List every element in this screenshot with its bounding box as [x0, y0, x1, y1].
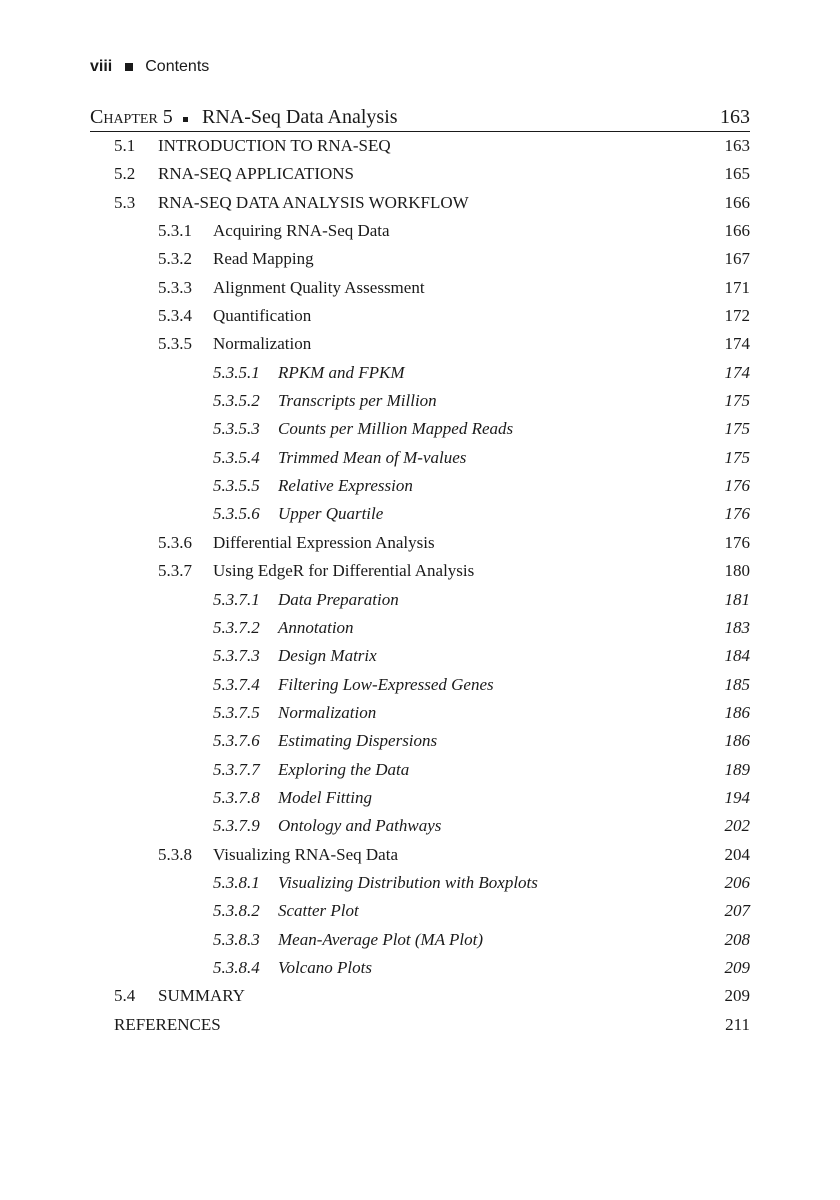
toc-entry-title: Annotation — [278, 617, 354, 637]
toc-entry-title: Quantification — [213, 306, 312, 326]
toc-entry-title: Counts per Million Mapped Reads — [278, 419, 514, 439]
toc-entry-number: 5.2 — [114, 164, 136, 184]
chapter-heading[interactable] — [90, 104, 750, 132]
toc-entry-number: 5.3.7.7 — [213, 759, 260, 779]
toc-entry[interactable] — [0, 841, 840, 869]
toc-entry-title: Ontology and Pathways — [278, 816, 442, 836]
toc-entry-title: Estimating Dispersions — [278, 731, 438, 751]
running-head — [90, 56, 209, 78]
toc-entry-title: Filtering Low-Expressed Genes — [278, 674, 494, 694]
toc-entry-title: Using EdgeR for Differential Analysis — [213, 561, 475, 581]
toc-entry-number: 5.3.6 — [158, 532, 192, 552]
toc-entry-page: 167 — [724, 249, 750, 269]
toc-entry-title: Mean-Average Plot (MA Plot) — [278, 929, 484, 949]
toc-entry-title: Trimmed Mean of M-values — [278, 447, 467, 467]
toc-entry-page: 181 — [724, 589, 750, 609]
toc-entry-page: 165 — [724, 164, 750, 184]
toc-entry-title: Model Fitting — [278, 787, 372, 807]
toc-entry[interactable] — [0, 586, 840, 614]
toc-entry-page: 176 — [724, 504, 750, 524]
toc-entry-page: 174 — [724, 362, 750, 382]
page-folio: viii — [90, 58, 113, 75]
toc-entry-number: 5.3.7.5 — [213, 702, 260, 722]
toc-entry[interactable] — [0, 302, 840, 330]
toc-entry-title: Transcripts per Million — [278, 391, 437, 411]
toc-entry-page: 176 — [724, 532, 750, 552]
toc-entry-number: 5.3.3 — [158, 277, 192, 297]
toc-entry[interactable] — [0, 671, 840, 699]
toc-entry[interactable] — [0, 217, 840, 245]
toc-entry-number: 5.3 — [114, 192, 136, 212]
toc-entry[interactable] — [0, 189, 840, 217]
toc-entry[interactable] — [0, 500, 840, 528]
toc-entry-page: 186 — [724, 702, 750, 722]
toc-entry-number: 5.3.5.4 — [213, 447, 260, 467]
toc-entry-number: 5.3.7.9 — [213, 816, 260, 836]
toc-entry-page: 180 — [724, 561, 750, 581]
toc-entry-page: 209 — [724, 986, 750, 1006]
toc-entry-number: 5.3.7.3 — [213, 646, 260, 666]
toc-entry-number: 5.3.8 — [158, 844, 192, 864]
toc-entry[interactable] — [0, 557, 840, 585]
toc-entry[interactable] — [0, 359, 840, 387]
toc-entry-number: 5.3.7 — [158, 561, 192, 581]
toc-entry-number: 5.3.4 — [158, 306, 192, 326]
toc-entry-page: 166 — [724, 221, 750, 241]
toc-entry-number: 5.3.8.4 — [213, 957, 260, 977]
toc-entry[interactable] — [0, 415, 840, 443]
toc-entry-page: 184 — [724, 646, 750, 666]
toc-entry-number: 5.3.7.2 — [213, 617, 260, 637]
toc-entry-number: 5.3.8.2 — [213, 901, 260, 921]
toc-entry[interactable] — [0, 529, 840, 557]
toc-entry-page: 186 — [724, 731, 750, 751]
toc-entry-page: 185 — [724, 674, 750, 694]
toc-entry-number: 5.3.5 — [158, 334, 192, 354]
toc-entry-number: 5.3.7.1 — [213, 589, 260, 609]
toc-entry[interactable] — [0, 699, 840, 727]
toc-entry-number: 5.3.8.1 — [213, 872, 260, 892]
toc-entry-page: 189 — [724, 759, 750, 779]
toc-entry-number: 5.3.5.2 — [213, 391, 260, 411]
toc-entry-number: 5.3.7.6 — [213, 731, 260, 751]
toc-entry[interactable] — [0, 614, 840, 642]
chapter-label: Chapter 5 — [90, 106, 173, 128]
toc-entry-number: 5.3.5.3 — [213, 419, 260, 439]
toc-entry-number: 5.3.1 — [158, 221, 192, 241]
toc-entry-number: 5.3.2 — [158, 249, 192, 269]
toc-entry[interactable] — [0, 812, 840, 840]
chapter-title: RNA-Seq Data Analysis — [202, 106, 398, 128]
toc-entry-title: Scatter Plot — [278, 901, 359, 921]
chapter-page-number: 163 — [720, 106, 750, 128]
toc-entry-page: 171 — [724, 277, 750, 297]
toc-list — [0, 132, 840, 1039]
toc-entry-title: Design Matrix — [278, 646, 377, 666]
toc-entry-page: 204 — [724, 844, 750, 864]
toc-entry-page: 194 — [724, 787, 750, 807]
toc-entry[interactable] — [0, 642, 840, 670]
toc-entry-title: Acquiring RNA-Seq Data — [213, 221, 390, 241]
toc-entry[interactable] — [0, 245, 840, 273]
toc-entry[interactable] — [0, 954, 840, 982]
toc-entry-number: 5.3.7.8 — [213, 787, 260, 807]
toc-entry-number: 5.1 — [114, 136, 136, 155]
toc-entry-title: Visualizing RNA-Seq Data — [213, 844, 398, 864]
toc-entry[interactable] — [0, 160, 840, 188]
toc-entry-title: REFERENCES — [114, 1014, 221, 1034]
toc-entry-title: Normalization — [278, 702, 377, 722]
toc-entry[interactable] — [0, 756, 840, 784]
toc-entry-title: Read Mapping — [213, 249, 314, 269]
toc-entry-title: Volcano Plots — [278, 957, 372, 977]
toc-entry[interactable] — [0, 869, 840, 897]
toc-entry-title: RPKM and FPKM — [278, 362, 405, 382]
toc-entry-page: 175 — [724, 391, 750, 411]
toc-entry-title: Upper Quartile — [278, 504, 384, 524]
toc-entry-title: Alignment Quality Assessment — [213, 277, 425, 297]
toc-entry-number: 5.3.8.3 — [213, 929, 260, 949]
toc-entry-page: 175 — [724, 447, 750, 467]
toc-entry[interactable] — [0, 387, 840, 415]
toc-entry-page: 176 — [724, 476, 750, 496]
toc-entry-title: Differential Expression Analysis — [213, 532, 435, 552]
toc-entry-title: SUMMARY — [158, 986, 245, 1006]
toc-entry[interactable] — [0, 472, 840, 500]
square-bullet-icon — [183, 117, 188, 122]
toc-entry-page: 183 — [724, 617, 750, 637]
toc-entry[interactable] — [0, 727, 840, 755]
toc-entry[interactable] — [0, 982, 840, 1010]
toc-entry-number: 5.3.5.1 — [213, 362, 260, 382]
square-bullet-icon — [125, 63, 133, 71]
toc-entry-number: 5.3.5.5 — [213, 476, 260, 496]
toc-entry-title: Normalization — [213, 334, 312, 354]
toc-entry-title: RNA-SEQ APPLICATIONS — [158, 164, 354, 184]
toc-entry-title: RNA-SEQ DATA ANALYSIS WORKFLOW — [158, 192, 469, 212]
toc-entry[interactable] — [0, 897, 840, 925]
toc-entry-page: 208 — [724, 929, 750, 949]
toc-entry-page: 163 — [724, 136, 750, 155]
toc-entry[interactable] — [0, 784, 840, 812]
toc-entry-number: 5.3.7.4 — [213, 674, 260, 694]
toc-entry[interactable] — [0, 926, 840, 954]
toc-entry-page: 174 — [724, 334, 750, 354]
toc-entry-page: 211 — [725, 1014, 750, 1034]
toc-entry-page: 207 — [724, 901, 750, 921]
toc-entry[interactable] — [0, 444, 840, 472]
toc-entry[interactable] — [0, 330, 840, 358]
toc-entry-title: Exploring the Data — [278, 759, 410, 779]
toc-entry-title: INTRODUCTION TO RNA-SEQ — [158, 136, 391, 155]
toc-entry-title: Visualizing Distribution with Boxplots — [278, 872, 538, 892]
toc-entry[interactable] — [0, 1011, 840, 1039]
toc-entry-number: 5.4 — [114, 986, 136, 1006]
running-head-section: Contents — [145, 58, 210, 75]
toc-entry-title: Relative Expression — [278, 476, 413, 496]
toc-entry-page: 166 — [724, 192, 750, 212]
toc-entry[interactable] — [0, 274, 840, 302]
toc-entry-title: Data Preparation — [278, 589, 399, 609]
toc-entry-page: 209 — [724, 957, 750, 977]
toc-entry-number: 5.3.5.6 — [213, 504, 260, 524]
toc-entry[interactable] — [0, 132, 840, 160]
toc-entry-page: 172 — [724, 306, 750, 326]
toc-entry-page: 206 — [724, 872, 750, 892]
toc-entry-page: 175 — [724, 419, 750, 439]
toc-entry-page: 202 — [724, 816, 750, 836]
